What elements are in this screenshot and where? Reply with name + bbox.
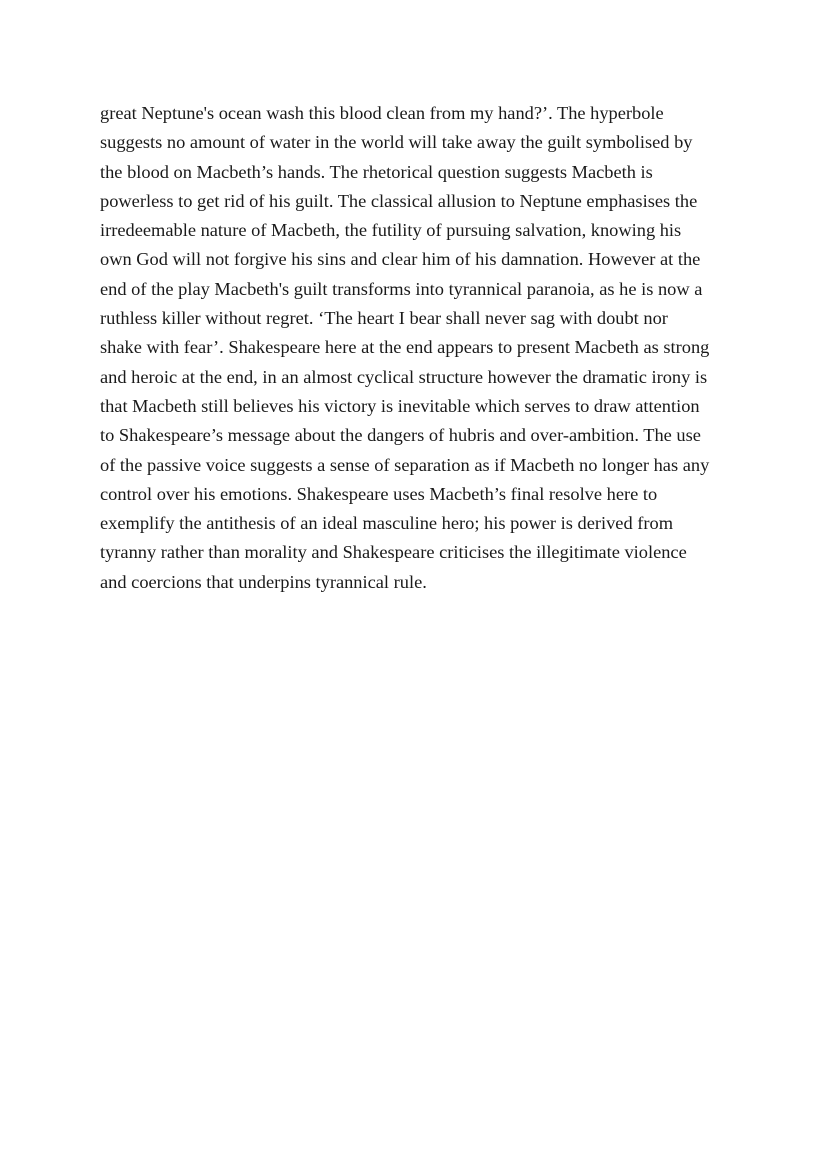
paragraph-line: of the passive voice suggests a sense of separation as if Macbeth no longer has any xyxy=(100,454,710,475)
paragraph-line: that Macbeth still believes his victory is inevitable which serves to draw attention xyxy=(100,395,700,416)
paragraph-line: ruthless killer without regret. ‘The heart I bear shall never sag with doubt nor xyxy=(100,308,668,329)
paragraph-line: powerless to get rid of his guilt. The classical allusion to Neptune emphasises the xyxy=(100,190,698,211)
paragraph-line: and heroic at the end, in an almost cyclical structure however the dramatic irony is xyxy=(100,366,708,387)
paragraph-line: to Shakespeare’s message about the dangers of hubris and over-ambition. The use xyxy=(100,425,701,446)
paragraph-line: shake with fear’. Shakespeare here at the end appears to present Macbeth as strong xyxy=(100,337,710,358)
paragraph-line: suggests no amount of water in the world will take away the guilt symbolised by xyxy=(100,132,693,153)
paragraph-line: exemplify the antithesis of an ideal masculine hero; his power is derived from xyxy=(100,513,674,534)
paragraph-line: irredeemable nature of Macbeth, the futility of pursuing salvation, knowing his xyxy=(100,220,682,241)
paragraph-line: end of the play Macbeth's guilt transforms into tyrannical paranoia, as he is now a xyxy=(100,278,703,299)
paragraph-line: the blood on Macbeth’s hands. The rhetorical question suggests Macbeth is xyxy=(100,161,653,182)
paragraph-line: own God will not forgive his sins and clear him of his damnation. However at the xyxy=(100,249,701,270)
paragraph-line: control over his emotions. Shakespeare uses Macbeth’s final resolve here to xyxy=(100,483,658,504)
paragraph-line: tyranny rather than morality and Shakespeare criticises the illegitimate violence xyxy=(100,542,687,563)
paragraph-line: great Neptune's ocean wash this blood clean from my hand?’. The hyperbole xyxy=(100,103,664,123)
paragraph-line: and coercions that underpins tyrannical rule. xyxy=(100,571,427,592)
body-paragraph xyxy=(100,99,740,597)
